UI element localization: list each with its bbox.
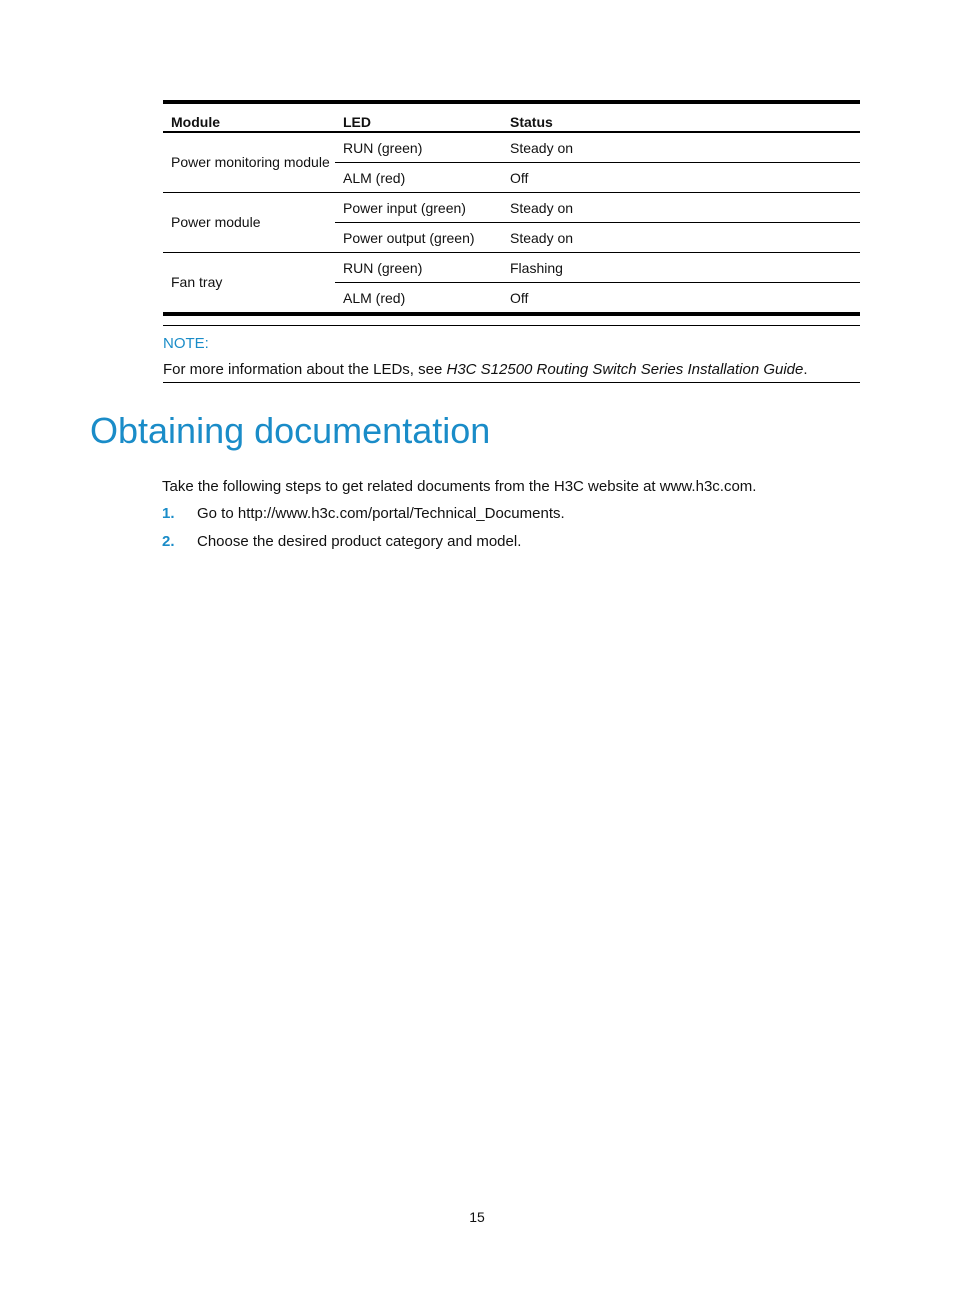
status-cell: Off	[502, 163, 860, 193]
note-text	[163, 361, 808, 378]
led-cell: RUN (green)	[335, 132, 502, 163]
led-cell: Power input (green)	[335, 193, 502, 223]
status-cell: Off	[510, 289, 529, 306]
module-cell: Power monitoring module	[163, 132, 335, 193]
status-cell: Steady on	[502, 193, 860, 223]
section-heading: Obtaining documentation	[90, 410, 491, 451]
table-header-row	[163, 102, 860, 132]
status-cell: Flashing	[502, 253, 860, 283]
module-cell: Fan tray	[163, 253, 335, 315]
step-number: 1.	[162, 505, 175, 522]
status-cell: Steady on	[502, 223, 860, 253]
note-box	[163, 325, 860, 383]
status-cell: Steady on	[502, 132, 860, 163]
led-cell: RUN (green)	[335, 253, 502, 283]
led-cell: ALM (red)	[335, 163, 502, 193]
led-cell: Power output (green)	[335, 223, 502, 253]
step-number: 2.	[162, 533, 175, 550]
table-row	[163, 193, 860, 223]
header-status: Status	[502, 102, 860, 132]
note-text-prefix: For more information about the LEDs, see	[163, 361, 447, 378]
table-row	[163, 253, 860, 283]
intro-paragraph: Take the following steps to get related documents from the H3C website at www.h3c.com.	[162, 478, 757, 495]
header-module: Module	[163, 102, 335, 132]
table-row	[163, 132, 860, 163]
note-text-suffix: .	[803, 361, 808, 378]
module-cell: Power module	[163, 193, 335, 253]
guide-title: H3C S12500 Routing Switch Series Installation Guide	[446, 361, 804, 378]
step-text: Choose the desired product category and model.	[197, 533, 522, 550]
led-status-table	[163, 100, 860, 316]
header-led: LED	[335, 102, 502, 132]
page-number: 15	[469, 1209, 485, 1225]
note-label: NOTE:	[163, 335, 209, 352]
led-cell: ALM (red)	[343, 289, 406, 306]
step-text: Go to http://www.h3c.com/portal/Technical_Documents.	[197, 505, 565, 522]
